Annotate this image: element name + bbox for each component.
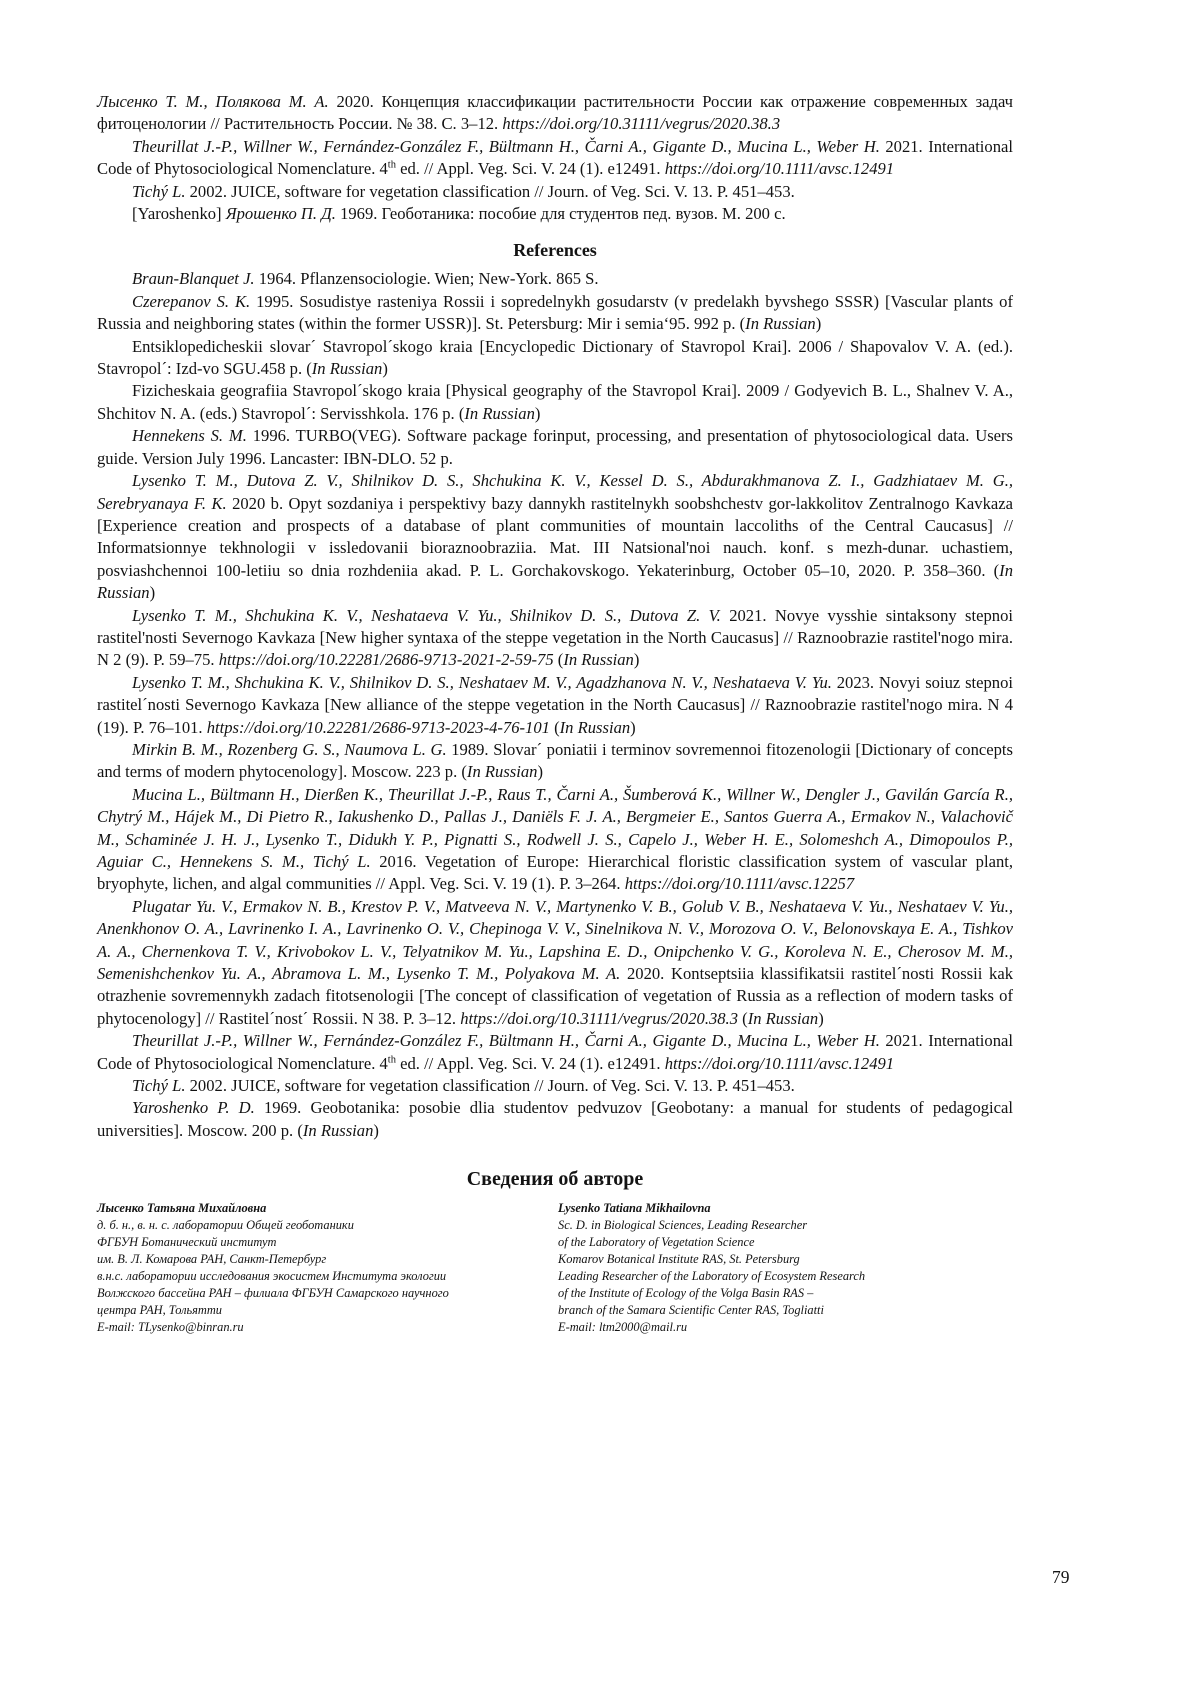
author-info-line: Komarov Botanical Institute RAS, St. Petersburg [558, 1252, 800, 1267]
reference-entry: Lysenko T. M., Shchukina K. V., Neshataeva V. Yu., Shilnikov D. S., Dutova Z. V. 2021. Novye vysshie sintaksony stepnoi rastitel'nosti Severnogo Kavkaza [New higher syntaxa of the steppe vegetation in the North Caucasus] // Raznoobrazie rastitel'nogo mira. N 2 (9). P. 59–75. https://doi.org/10.22281/2686-9713-2021-2-59-75 (In Russian) [97, 605, 1013, 670]
reference-entry: Theurillat J.-P., Willner W., Fernández-González F., Bültmann H., Čarni A., Gigante D., Mucina L., Weber H. 2021. International Code of Phytosociological Nomenclature. 4th ed. // Appl. Veg. Sci. V. 24 (1). e12491. https://doi.org/10.1111/avsc.12491 [97, 1031, 1013, 1073]
reference-entry: Mirkin B. M., Rozenberg G. S., Naumova L. G. 1989. Slovar´ poniatii i terminov sovremennoi fitozenologii [Dictionary of concepts and terms of modern phytocenology]. Moscow. 223 p. (In Russian) [97, 739, 1013, 782]
author-info-line: E-mail: ltm2000@mail.ru [558, 1320, 688, 1335]
author-info-line: ФГБУН Ботанический институт [97, 1235, 277, 1250]
reference-entry: Yaroshenko P. D. 1969. Geobotanika: posobie dlia studentov pedvuzov [Geobotany: a manual for students of pedagogical universities]. Moscow. 200 p. (In Russian) [97, 1098, 1013, 1140]
author-info-line: of the Institute of Ecology of the Volga Basin RAS – [558, 1286, 814, 1301]
author-info-line: Lysenko Tatiana Mikhailovna [558, 1201, 711, 1216]
author-info [97, 1200, 1013, 1336]
author-info-line: д. б. н., в. н. с. лаборатории Общей геоботаники [97, 1218, 354, 1233]
author-info-english [558, 1200, 1013, 1336]
reference-entry: Лысенко Т. М., Полякова М. А. 2020. Концепция классификации растительности России как отражение современных задач фитоценологии // Растительность России. № 38. С. 3–12. https://doi.org/10.31111/vegrus/2020.38.3 [97, 92, 1013, 134]
reference-entry: Tichý L. 2002. JUICE, software for vegetation classification // Journ. of Veg. Sci. V. 13. P. 451–453. [132, 1076, 795, 1096]
author-info-line: E-mail: TLysenko@binran.ru [97, 1320, 244, 1335]
reference-entry: Lysenko T. M., Dutova Z. V., Shilnikov D. S., Shchukina K. V., Kessel D. S., Abdurakhmanova Z. I., Gadzhiataev M. G., Serebryanaya F. K. 2020 b. Opyt sozdaniya i perspektivy bazy dannykh rastitelnykh soobshchestv gor-lakkolitov Zentralnogo Kavkaza [Experience creation and prospects of a database of plant communities of mountain laccoliths of the Central Caucasus] // Informatsionnye tekhnologii v issledovanii bioraznoobraziia. Mat. III Natsional'noi nauch. konf. s mezh-dunar. uchastiem, posviashchennoi 100-letiiu so dnia rozhdeniia akad. P. L. Gorchakovskogo. Yekaterinburg, October 05–10, 2020. P. 358–360. (In Russian) [97, 471, 1013, 603]
author-section-heading: Сведения об авторе [466, 1168, 644, 1191]
author-info-line: в.н.с. лаборатории исследования экосистем Института экологии [97, 1269, 447, 1284]
author-info-line: Лысенко Татьяна Михайловна [97, 1201, 267, 1216]
author-info-line: им. В. Л. Комарова РАН, Санкт-Петербург [97, 1252, 327, 1267]
author-info-line: Leading Researcher of the Laboratory of Ecosystem Research [558, 1269, 866, 1284]
author-info-line: branch of the Samara Scientific Center RAS, Togliatti [558, 1303, 824, 1318]
author-info-russian [97, 1200, 558, 1336]
reference-entry: Theurillat J.-P., Willner W., Fernández-González F., Bültmann H., Čarni A., Gigante D., Mucina L., Weber H. 2021. International Code of Phytosociological Nomenclature. 4th ed. // Appl. Veg. Sci. V. 24 (1). e12491. https://doi.org/10.1111/avsc.12491 [97, 136, 1013, 179]
author-info-line: Sc. D. in Biological Sciences, Leading Researcher [558, 1218, 808, 1233]
page-number: 79 [1052, 1567, 1070, 1587]
top-references-continuation [97, 91, 1013, 225]
reference-entry: Mucina L., Bültmann H., Dierßen K., Theurillat J.-P., Raus T., Čarni A., Šumberová K., Willner W., Dengler J., Gavilán García R., Chytrý M., Hájek M., Di Pietro R., Iakushenko D., Pallas J., Daniëls F. J. A., Bergmeier E., Santos Guerra A., Ermakov N., Valachovič M., Schaminée J. H. J., Lysenko T., Didukh Y. P., Pignatti S., Rodwell J. S., Capelo J., Weber H. E., Solomeshch A., Dimopoulos P., Aguiar C., Hennekens S. M., Tichý L. 2016. Vegetation of Europe: Hierarchical floristic classification system of vascular plant, bryophyte, lichen, and algal communities // Appl. Veg. Sci. V. 19 (1). P. 3–264. https://doi.org/10.1111/avsc.12257 [97, 784, 1014, 894]
reference-entry: Czerepanov S. K. 1995. Sosudistye rasteniya Rossii i sopredelnykh gosudarstv (v predelakh byvshego SSSR) [Vascular plants of Russia and neighboring states (within the former USSR)]. St. Petersburg: Mir i semia‘95. 992 p. (In Russian) [97, 291, 1013, 334]
reference-entry: Fizicheskaia geografiia Stavropol´skogo kraia [Physical geography of the Stavropol Krai]. 2009 / Godyevich B. L., Shalnev V. A., Shchitov N. A. (eds.) Stavropol´: Servisshkola. 176 p. (In Russian) [97, 381, 1013, 423]
reference-entry: Plugatar Yu. V., Ermakov N. B., Krestov P. V., Matveeva N. V., Martynenko V. B., Golub V. B., Neshataeva V. Yu., Neshataev V. Yu., Anenkhonov O. A., Lavrinenko I. A., Lavrinenko O. V., Chepinoga V. V., Sinelnikova N. V., Morozova O. V., Belonovskaya E. A., Tishkov A. A., Chernenkova T. V., Krivobokov L. V., Telyatnikov M. Yu., Lapshina E. D., Onipchenko V. G., Koroleva N. E., Cherosov M. M., Semenishchenkov Yu. A., Abramova L. M., Lysenko T. M., Polyakova M. A. 2020. Kontseptsiia klassifikatsii rastitel´nosti Rossii kak otrazhenie sovremennykh zadach fitotsenologii [The concept of classification of vegetation of Russia as a reflection of modern tasks of phytocenology] // Rastitel´nost´ Rossii. N 38. P. 3–12. https://doi.org/10.31111/vegrus/2020.38.3 (In Russian) [97, 896, 1013, 1028]
reference-entry: Entsiklopedicheskii slovar´ Stavropol´skogo kraia [Encyclopedic Dictionary of Stavropol Krai]. 2006 / Shapovalov V. A. (ed.). Stavropol´: Izd-vo SGU.458 p. (In Russian) [97, 336, 1013, 379]
references-heading: References [513, 240, 597, 261]
author-info-line: of the Laboratory of Vegetation Science [558, 1235, 755, 1250]
reference-entry: Lysenko T. M., Shchukina K. V., Shilnikov D. S., Neshataev M. V., Agadzhanova N. V., Neshataeva V. Yu. 2023. Novyi soiuz stepnoi rastitel´nosti Severnogo Kavkaza [New alliance of the steppe vegetation in the North Caucasus] // Raznoobrazie rastitel'nogo mira. N 4 (19). P. 76–101. https://doi.org/10.22281/2686-9713-2023-4-76-101 (In Russian) [97, 672, 1014, 737]
reference-entry: Braun-Blanquet J. 1964. Pflanzensociologie. Wien; New-York. 865 S. [132, 269, 599, 289]
reference-entry: [Yaroshenko] Ярошенко П. Д. 1969. Геоботаника: пособие для студентов пед. вузов. М. 200 с. [132, 204, 786, 224]
references-list [97, 268, 1013, 1142]
reference-entry: Hennekens S. M. 1996. TURBO(VEG). Software package forinput, processing, and presentation of phytosociological data. Users guide. Version July 1996. Lancaster: IBN-DLO. 52 p. [97, 426, 1013, 468]
author-info-line: центра РАН, Тольятти [97, 1303, 223, 1318]
author-info-line: Волжского бассейна РАН – филиала ФГБУН Самарского научного [97, 1286, 449, 1301]
reference-entry: Tichý L. 2002. JUICE, software for vegetation classification // Journ. of Veg. Sci. V. 13. P. 451–453. [132, 181, 795, 201]
